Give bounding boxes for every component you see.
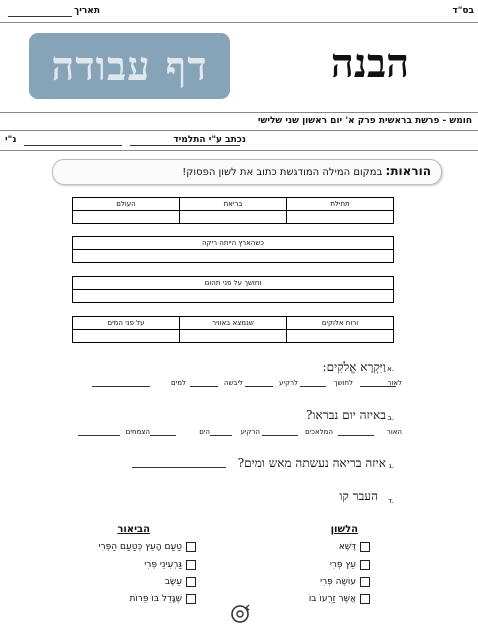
answer-word: ליבשה — [223, 379, 243, 387]
answer-line[interactable] — [360, 386, 396, 387]
table-cell-header: העולם — [73, 198, 180, 211]
table-cell-header: על פני המים — [73, 317, 180, 330]
question-text: וַיִּקְרָא אֱלֹקִים: — [322, 360, 386, 374]
divider — [0, 112, 478, 113]
answer-word: המלאכים — [305, 428, 333, 436]
bsd-mark: בס"ד — [452, 6, 474, 16]
explanation-option[interactable] — [144, 560, 196, 570]
answer-cell[interactable] — [180, 330, 287, 343]
answer-line[interactable] — [210, 435, 232, 436]
phrase-label: אֲשֶׁר זַרְעוֹ בוֹ — [308, 594, 356, 604]
student-name-line[interactable] — [130, 145, 240, 146]
checkbox[interactable] — [186, 577, 196, 587]
answer-line[interactable] — [132, 467, 226, 468]
phrase-option[interactable] — [330, 560, 370, 570]
explanation-label: גַּרְעִינֵי פְּרִי — [144, 560, 182, 570]
answer-word: הרקיע — [240, 428, 260, 436]
answer-table-3 — [72, 276, 394, 303]
footer-logo-icon — [229, 602, 251, 624]
table-cell-header: כשהארץ הייתה ריקה — [73, 237, 394, 250]
table-cell-header: וחושך על פני תהום — [73, 277, 394, 290]
question-number: ב. — [387, 414, 394, 422]
divider — [0, 130, 478, 131]
student-name-line-2[interactable] — [24, 145, 122, 146]
instructions-box — [52, 159, 442, 185]
question-text: העבר קו — [339, 489, 378, 503]
answer-line[interactable] — [92, 386, 150, 387]
question-number: ד. — [387, 497, 394, 505]
instructions-label: הוראות: — [385, 164, 431, 178]
answer-word: האור — [386, 428, 402, 436]
answer-word: לרקיע — [279, 379, 298, 387]
explanation-label: טַעַם הָעֵץ כְּטַעַם הַפְּרִי — [98, 542, 182, 552]
answer-table-1 — [72, 197, 394, 224]
worksheet-banner: דף עבודה — [29, 33, 230, 99]
instructions-text: במקום המילה המודגשת כתוב את לשון הפסוק! — [182, 167, 383, 178]
checkbox[interactable] — [360, 577, 370, 587]
answer-word: לאור — [387, 379, 402, 387]
answer-line[interactable] — [150, 435, 176, 436]
answer-line[interactable] — [190, 386, 218, 387]
divider — [0, 22, 478, 23]
divider — [0, 150, 478, 151]
page-title: הבנה — [330, 40, 410, 87]
answer-cell[interactable] — [180, 211, 287, 224]
phrase-label: דֶּשֶׁא — [338, 542, 356, 552]
question-text: באיזה יום נבראו? — [306, 408, 386, 422]
date-input-line[interactable] — [8, 16, 72, 17]
question-text: איזה בריאה נעשתה מאש ומים? — [237, 456, 386, 470]
answer-line[interactable] — [300, 386, 326, 387]
phrase-label: עוֹשֶׂה פְּרִי — [320, 577, 356, 587]
explanation-option[interactable] — [99, 542, 196, 552]
answer-cell[interactable] — [287, 211, 394, 224]
column-header-phrase: הלשון — [330, 524, 358, 535]
answer-table-4 — [72, 316, 394, 343]
answer-cell[interactable] — [73, 250, 394, 263]
written-by-label: נכתב ע"י התלמיד — [173, 135, 246, 145]
question-number: ג. — [388, 462, 394, 470]
phrase-option[interactable] — [320, 577, 370, 587]
phrase-option[interactable] — [309, 594, 370, 604]
date-label: תאריך — [74, 6, 100, 16]
phrase-option[interactable] — [339, 542, 370, 552]
checkbox[interactable] — [186, 542, 196, 552]
nv-label: נ"י — [5, 135, 17, 145]
subtitle: חומש - פרשת בראשית פרק א' יום ראשון שני שלישי — [257, 116, 472, 126]
explanation-option[interactable] — [129, 594, 196, 604]
explanation-label: עֵשֶׂב — [164, 577, 182, 587]
answer-word: הצמחים — [125, 428, 150, 436]
checkbox[interactable] — [186, 594, 196, 604]
answer-cell[interactable] — [73, 290, 394, 303]
checkbox[interactable] — [360, 560, 370, 570]
answer-line[interactable] — [78, 435, 120, 436]
answer-line[interactable] — [338, 435, 374, 436]
answer-line[interactable] — [262, 435, 298, 436]
answer-word: לחושך — [333, 379, 353, 387]
answer-cell[interactable] — [73, 211, 180, 224]
table-cell-header: תחילת — [287, 198, 394, 211]
answer-cell[interactable] — [73, 330, 180, 343]
question-number: א. — [387, 365, 394, 373]
phrase-label: עֵץ פְּרִי — [329, 560, 356, 570]
answer-cell[interactable] — [287, 330, 394, 343]
checkbox[interactable] — [360, 594, 370, 604]
answer-line[interactable] — [245, 386, 273, 387]
explanation-label: שֶׁגָּדֵל בּוֹ פֵּרוֹת — [129, 594, 182, 604]
answer-word: למים — [171, 379, 186, 387]
checkbox[interactable] — [360, 542, 370, 552]
answer-table-2 — [72, 236, 394, 263]
table-cell-header: שנמצא באוויר — [180, 317, 287, 330]
table-cell-header: בריאת — [180, 198, 287, 211]
checkbox[interactable] — [186, 560, 196, 570]
instructions — [182, 164, 431, 178]
explanation-option[interactable] — [165, 577, 196, 587]
column-header-explanation: הביאור — [117, 524, 150, 535]
table-cell-header: ורוח אלוקים — [287, 317, 394, 330]
answer-word: הים — [199, 428, 210, 436]
